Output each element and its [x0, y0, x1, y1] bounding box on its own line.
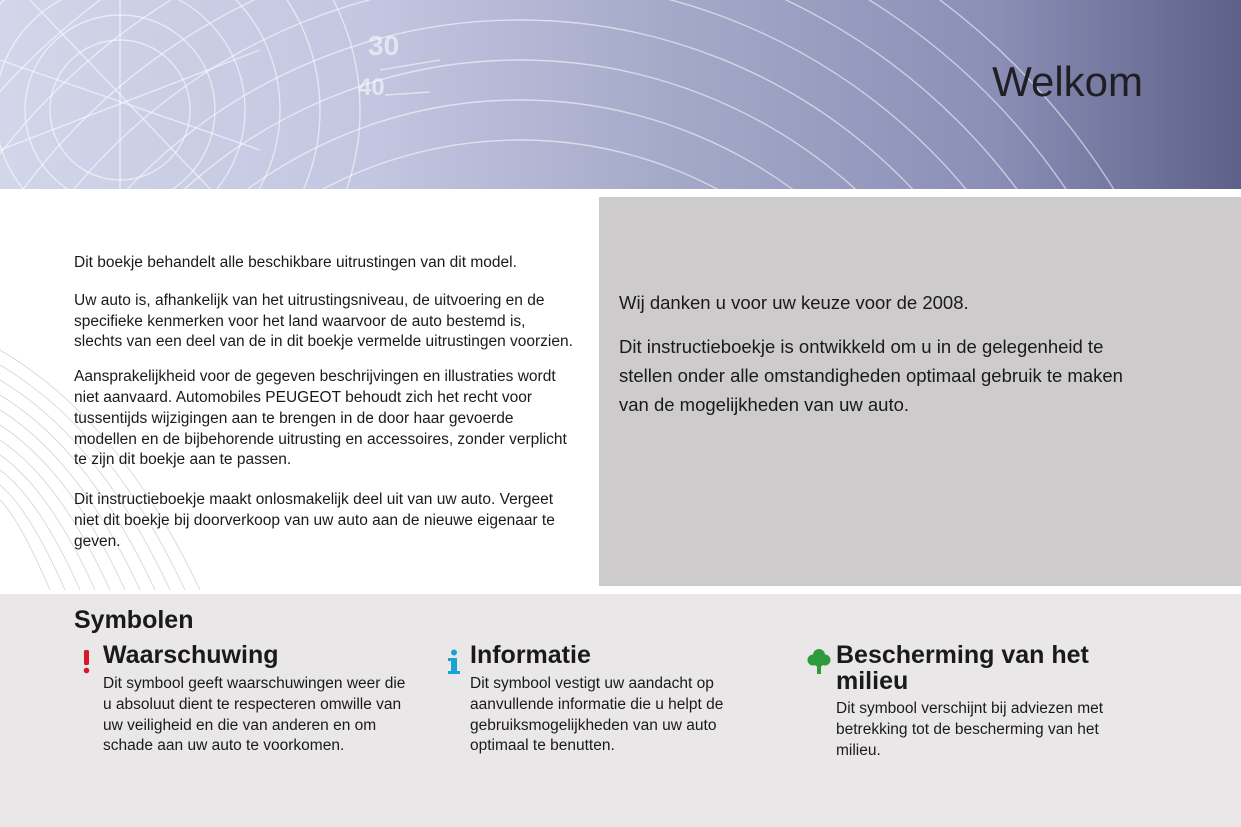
thanks-paragraph: Wij danken u voor uw keuze voor de 2008. — [619, 292, 969, 313]
symbol-description: Dit symbool geeft waarschuwingen weer die u absoluut dient te respecteren omwille van uw veiligheid en die van anderen en om schade aan uw auto te voorkomen. — [103, 675, 406, 755]
svg-text:30: 30 — [368, 30, 400, 61]
thanks-paragraph: Dit instructieboekje is ontwikkeld om u in de gelegenheid te stellen onder alle omstandigheden optimaal gebruik te maken van de mogelijkheden van uw auto. — [619, 336, 1123, 415]
header-banner — [0, 0, 1241, 189]
environment-tree-icon — [807, 648, 833, 676]
symbol-title: Bescherming van het milieu — [836, 641, 1089, 695]
intro-paragraph: Dit boekje behandelt alle beschikbare uitrustingen van dit model. — [74, 254, 517, 271]
symbol-description: Dit symbool vestigt uw aandacht op aanvullende informatie die u helpt de gebruiksmogelijkheden van uw auto optimaal te benutten. — [470, 675, 724, 755]
symbols-section — [0, 594, 1241, 827]
symbols-heading: Symbolen — [74, 606, 194, 634]
intro-paragraph: Aansprakelijkheid voor de gegeven beschrijvingen en illustraties wordt niet aanvaard. Automobiles PEUGEOT behoudt zich het recht voor tussentijds wijzigingen aan te brengen in de door haar gevoerde modellen en de bijbehorende uitrusting en accessoires, zonder verplicht te zijn dit boekje aan te passen. — [74, 368, 567, 469]
intro-paragraph: Dit instructieboekje maakt onlosmakelijk deel uit van uw auto. Vergeet niet dit boekje bij doorverkoop van uw auto aan de nieuwe eigenaar te geven. — [74, 491, 555, 550]
svg-text:40: 40 — [358, 74, 385, 101]
symbol-title: Waarschuwing — [103, 641, 279, 669]
warning-exclamation-icon — [74, 648, 100, 676]
symbol-description: Dit symbool verschijnt bij adviezen met betrekking tot de bescherming van het milieu. — [836, 700, 1104, 759]
intro-paragraph: Uw auto is, afhankelijk van het uitrustingsniveau, de uitvoering en de specifieke kenmerken voor het land waarvoor de auto bestemd is, slechts van een deel van de in dit boekje vermelde uitrustingen voorzien. — [74, 291, 573, 351]
intro-text — [74, 253, 574, 569]
thanks-box — [599, 197, 1241, 586]
page-title: Welkom — [992, 58, 1143, 105]
symbol-title: Informatie — [470, 641, 591, 669]
info-icon — [441, 648, 467, 676]
